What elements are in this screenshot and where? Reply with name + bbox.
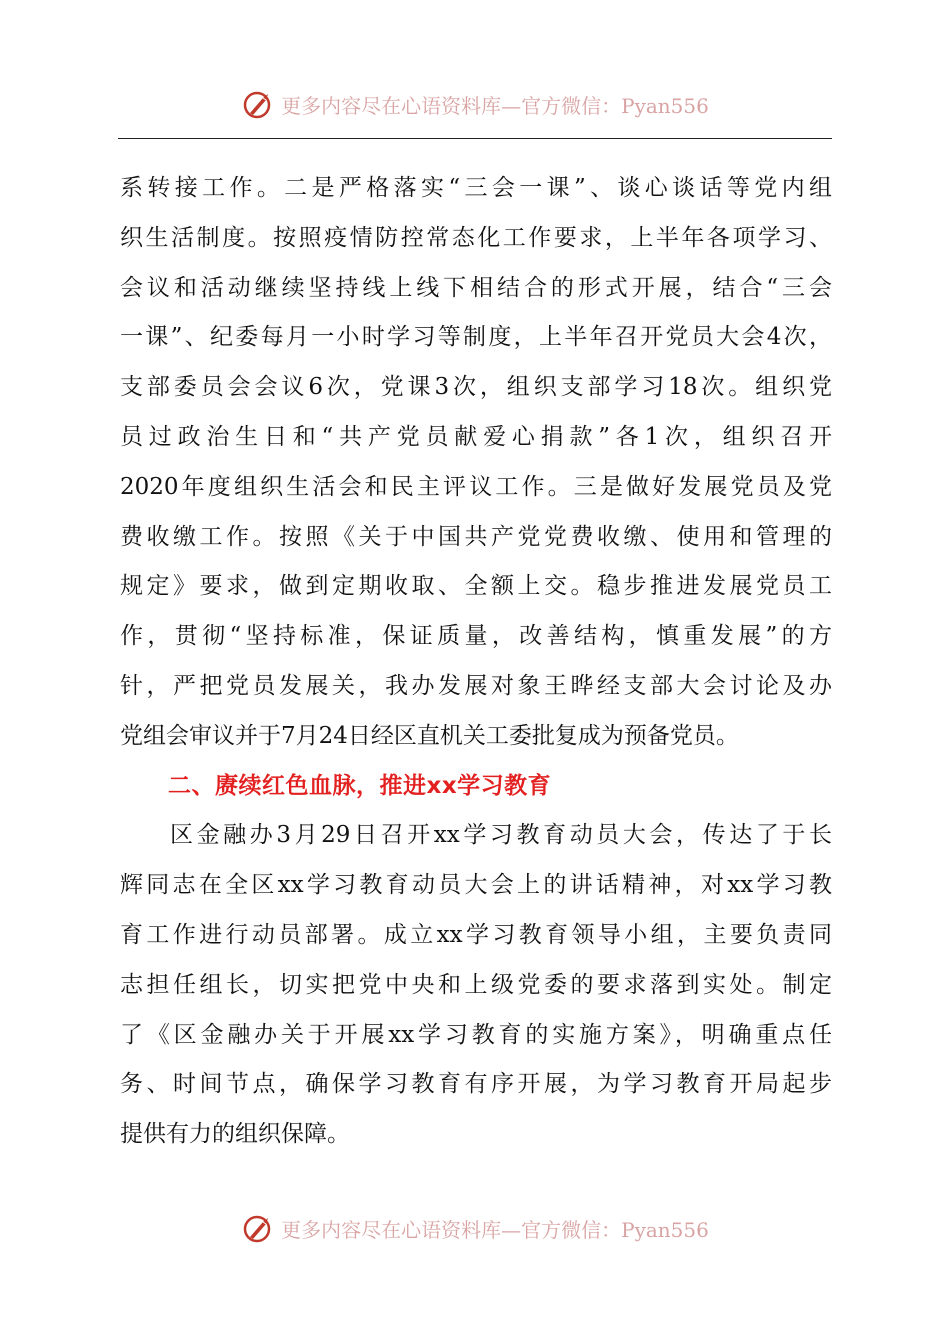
body-line: 针，严把党员发展关，我办发展对象王晔经支部大会讨论及办: [120, 672, 832, 699]
watermark-text-bottom: 更多内容尽在心语资料库—官方微信：Pyan556: [281, 1217, 709, 1242]
body-line: 提供有力的组织保障。: [120, 1121, 350, 1148]
header-rule: [118, 138, 832, 139]
body-line: 区金融办3月29日召开xx学习教育动员大会，传达了于长: [170, 822, 832, 849]
body-line: 志担任组长，切实把党中央和上级党委的要求落到实处。制定: [120, 971, 832, 998]
watermark-text-top: 更多内容尽在心语资料库—官方微信：Pyan556: [281, 93, 709, 118]
body-line: 了《区金融办关于开展xx学习教育的实施方案》，明确重点任: [120, 1021, 832, 1048]
body-line: 作，贯彻“坚持标准，保证质量，改善结构，慎重发展”的方: [120, 623, 832, 650]
body-line: 党组会审议并于7月24日经区直机关工委批复成为预备党员。: [120, 722, 739, 749]
watermark-banner-bottom: [0, 1208, 950, 1248]
body-line: 会议和活动继续坚持线上线下相结合的形式开展，结合“三会: [120, 274, 832, 301]
body-line: 织生活制度。按照疫情防控常态化工作要求，上半年各项学习、: [120, 224, 832, 251]
body-line: 员过政治生日和“共产党员献爱心捐款”各1次，组织召开: [120, 423, 832, 450]
body-line: 规定》要求，做到定期收取、全额上交。稳步推进发展党员工: [120, 573, 832, 600]
body-line: 费收缴工作。按照《关于中国共产党党费收缴、使用和管理的: [120, 523, 832, 550]
body-line: 一课”、纪委每月一小时学习等制度，上半年召开党员大会4次，: [120, 324, 832, 351]
pen-nib-circle-icon: [241, 86, 277, 122]
pen-nib-circle-icon: [241, 1210, 277, 1246]
body-line: 育工作进行动员部署。成立xx学习教育领导小组，主要负责同: [120, 921, 832, 948]
section-heading: 二、赓续红色血脉，推进xx学习教育: [168, 772, 552, 799]
body-line: 系转接工作。二是严格落实“三会一课”、谈心谈话等党内组: [120, 175, 832, 201]
body-line: 支部委员会会议6次，党课3次，组织支部学习18次。组织党: [120, 374, 832, 401]
body-line: 辉同志在全区xx学习教育动员大会上的讲话精神，对xx学习教: [120, 872, 832, 899]
watermark-banner-top: [0, 84, 950, 124]
body-line: 2020年度组织生活会和民主评议工作。三是做好发展党员及党: [120, 473, 832, 500]
body-line: 务、时间节点，确保学习教育有序开展，为学习教育开局起步: [120, 1071, 832, 1098]
body-text: [120, 164, 832, 1160]
